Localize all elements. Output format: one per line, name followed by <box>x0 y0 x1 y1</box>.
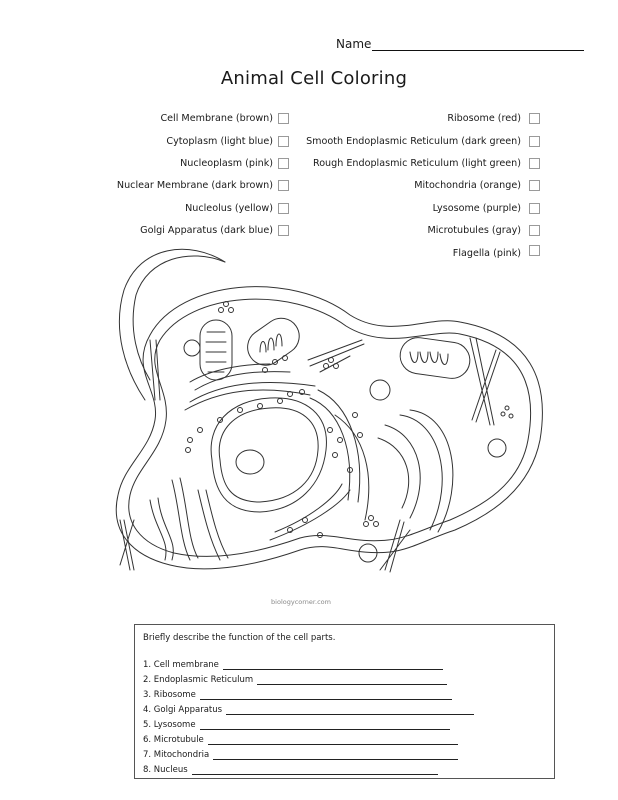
flagellum <box>119 249 225 400</box>
question-row <box>143 675 447 685</box>
legend-label: Smooth Endoplasmic Reticulum (dark green) <box>306 136 521 147</box>
question-label: 3. Ribosome <box>143 690 196 700</box>
color-checkbox[interactable] <box>529 158 540 169</box>
golgi-apparatus <box>378 410 453 532</box>
answer-line[interactable] <box>208 735 458 745</box>
legend-label: Nuclear Membrane (dark brown) <box>116 180 273 191</box>
color-checkbox[interactable] <box>278 113 289 124</box>
color-checkbox[interactable] <box>278 225 289 236</box>
question-label: 1. Cell membrane <box>143 660 219 670</box>
questions-box <box>134 624 555 779</box>
color-checkbox[interactable] <box>529 136 540 147</box>
question-row <box>143 720 450 730</box>
answer-line[interactable] <box>257 675 447 685</box>
watermark: biologycorner.com <box>271 598 331 606</box>
legend-label: Cell Membrane (brown) <box>160 113 273 124</box>
question-label: 5. Lysosome <box>143 720 196 730</box>
question-label: 2. Endoplasmic Reticulum <box>143 675 254 685</box>
answer-line[interactable] <box>223 660 443 670</box>
legend-label: Cytoplasm (light blue) <box>166 136 273 147</box>
question-row <box>143 705 474 715</box>
rough-er <box>185 364 369 540</box>
color-checkbox[interactable] <box>278 158 289 169</box>
legend-label: Golgi Apparatus (dark blue) <box>140 225 273 236</box>
answer-line[interactable] <box>213 750 458 760</box>
legend-label: Mitochondria (orange) <box>414 180 521 191</box>
smooth-er <box>150 478 228 560</box>
legend-label: Flagella (pink) <box>452 248 521 259</box>
legend-label: Ribosome (red) <box>447 113 521 124</box>
question-label: 4. Golgi Apparatus <box>143 705 223 715</box>
microtubules <box>120 338 500 572</box>
color-checkbox[interactable] <box>529 180 540 191</box>
questions-prompt: Briefly describe the function of the cell parts. <box>143 633 336 643</box>
legend-label: Rough Endoplasmic Reticulum (light green) <box>312 158 521 169</box>
question-label: 7. Mitochondria <box>143 750 210 760</box>
name-label: Name <box>336 37 372 51</box>
legend-label: Lysosome (purple) <box>432 203 521 214</box>
nucleolus <box>236 450 264 474</box>
answer-line[interactable] <box>200 690 452 700</box>
name-blank-line[interactable] <box>372 39 584 51</box>
color-checkbox[interactable] <box>278 180 289 191</box>
legend-label: Microtubules (gray) <box>427 225 521 236</box>
color-checkbox[interactable] <box>529 203 540 214</box>
question-row <box>143 735 458 745</box>
question-row <box>143 660 443 670</box>
legend-label: Nucleolus (yellow) <box>185 203 273 214</box>
answer-line[interactable] <box>192 765 438 775</box>
answer-line[interactable] <box>226 705 474 715</box>
color-checkbox[interactable] <box>278 136 289 147</box>
question-label: 6. Microtubule <box>143 735 204 745</box>
nucleus <box>211 398 326 512</box>
question-row <box>143 750 458 760</box>
question-row <box>143 765 438 775</box>
animal-cell-diagram <box>110 240 560 600</box>
question-row <box>143 690 452 700</box>
question-label: 8. Nucleus <box>143 765 188 775</box>
name-field[interactable] <box>336 37 584 51</box>
answer-line[interactable] <box>200 720 450 730</box>
legend-label: Nucleoplasm (pink) <box>180 158 273 169</box>
color-checkbox[interactable] <box>529 225 540 236</box>
color-checkbox[interactable] <box>529 113 540 124</box>
page-title: Animal Cell Coloring <box>220 68 408 89</box>
color-checkbox[interactable] <box>278 203 289 214</box>
